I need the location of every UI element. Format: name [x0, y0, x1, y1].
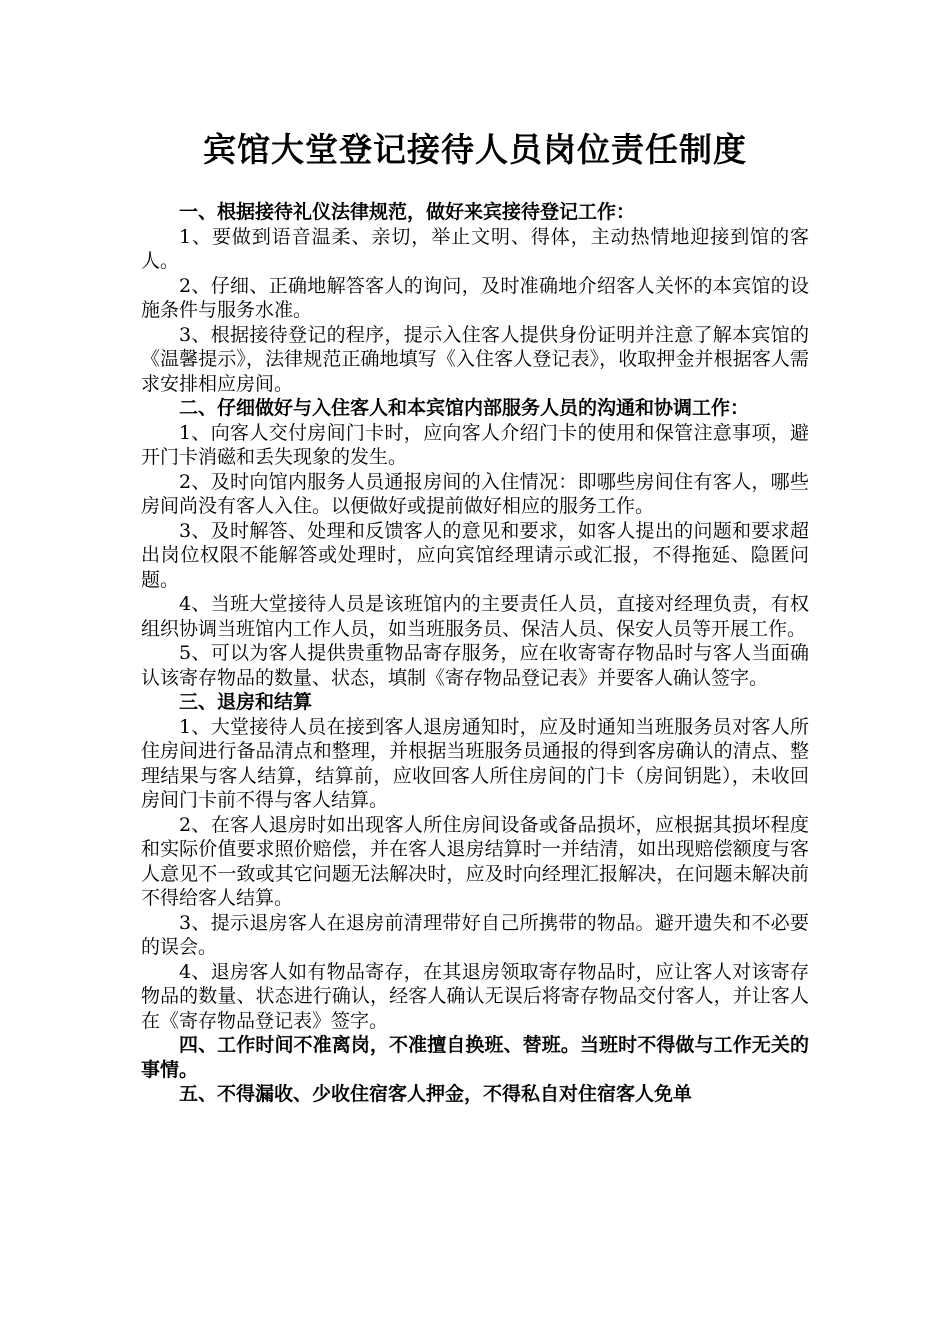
paragraph: 2、仔细、正确地解答客人的询问，及时准确地介绍客人关怀的本宾馆的设施条件与服务水准。 [141, 274, 809, 321]
section-heading-5: 五、不得漏收、少收住宿客人押金，不得私自对住宿客人免单 [179, 1083, 693, 1105]
paragraph: 1、要做到语音温柔、亲切，举止文明、得体，主动热情地迎接到馆的客人。 [141, 225, 809, 272]
paragraph: 5、可以为客人提供贵重物品寄存服务，应在收寄寄存物品时与客人当面确认该寄存物品的数量、状态，填制《寄存物品登记表》并要客人确认签字。 [141, 642, 809, 689]
section-heading-4: 四、工作时间不准离岗，不准擅自换班、替班。当班时不得做与工作无关的事情。 [141, 1034, 809, 1081]
section-heading-1: 一、根据接待礼仪法律规范，做好来宾接待登记工作： [179, 201, 636, 223]
document-title: 宾馆大堂登记接待人员岗位责任制度 [203, 130, 747, 169]
paragraph: 3、根据接待登记的程序，提示入住客人提供身份证明并注意了解本宾馆的《温馨提示》，法律规范正确地填写《入住客人登记表》，收取押金并根据客人需求安排相应房间。 [141, 323, 809, 395]
paragraph: 1、向客人交付房间门卡时，应向客人介绍门卡的使用和保管注意事项，避开门卡消磁和丢失现象的发生。 [141, 421, 809, 468]
paragraph: 2、及时向馆内服务人员通报房间的入住情况：即哪些房间住有客人，哪些房间尚没有客人入住。以便做好或提前做好相应的服务工作。 [141, 470, 809, 517]
paragraph: 2、在客人退房时如出现客人所住房间设备或备品损坏，应根据其损坏程度和实际价值要求照价赔偿，并在客人退房结算时一并结清，如出现赔偿额度与客人意见不一致或其它问题无法解决时，应及时向经理汇报解决，在问题未解决前不得给客人结算。 [141, 813, 809, 909]
paragraph: 4、退房客人如有物品寄存，在其退房领取寄存物品时，应让客人对该寄存物品的数量、状态进行确认，经客人确认无误后将寄存物品交付客人，并让客人在《寄存物品登记表》签字。 [141, 960, 809, 1032]
section-heading-2: 二、仔细做好与入住客人和本宾馆内部服务人员的沟通和协调工作： [179, 397, 750, 419]
section-heading-3: 三、退房和结算 [179, 691, 313, 713]
paragraph: 4、当班大堂接待人员是该班馆内的主要责任人员，直接对经理负责，有权组织协调当班馆内工作人员，如当班服务员、保洁人员、保安人员等开展工作。 [141, 593, 809, 640]
paragraph: 3、提示退房客人在退房前清理带好自己所携带的物品。避开遗失和不必要的误会。 [141, 911, 809, 958]
paragraph: 3、及时解答、处理和反馈客人的意见和要求，如客人提出的问题和要求超出岗位权限不能解答或处理时，应向宾馆经理请示或汇报，不得拖延、隐匿问题。 [141, 519, 809, 591]
paragraph: 1、大堂接待人员在接到客人退房通知时，应及时通知当班服务员对客人所住房间进行备品清点和整理，并根据当班服务员通报的得到客房确认的清点、整理结果与客人结算，结算前，应收回客人所住房间的门卡（房间钥匙），未收回房间门卡前不得与客人结算。 [141, 715, 809, 811]
document-body [141, 200, 809, 1107]
